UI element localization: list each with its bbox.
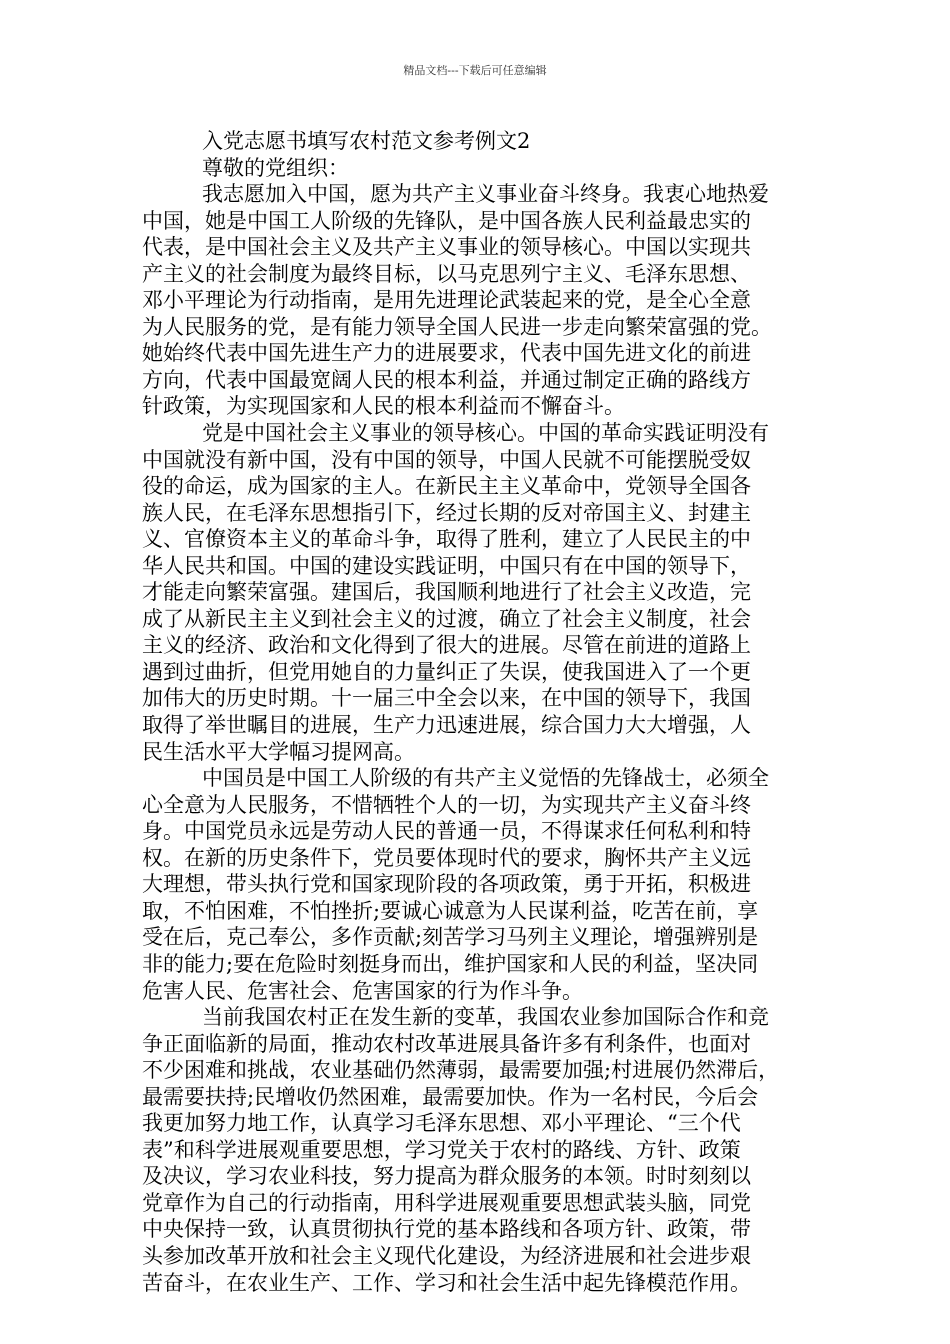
paragraph-line: 头参加改革开放和社会主义现代化建设，为经济进展和社会进步艰	[142, 1243, 751, 1268]
paragraph-line: 取得了举世瞩目的进展，生产力迅速进展，综合国力大大增强，人	[142, 713, 751, 738]
paragraph-line: 族人民，在毛泽东思想指引下，经过长期的反对帝国主义、封建主	[142, 500, 751, 525]
paragraph-line: 中国就没有新中国，没有中国的领导，中国人民就不可能摆脱受奴	[142, 447, 751, 472]
paragraph-line: 我志愿加入中国，愿为共产主义事业奋斗终身。我衷心地热爱	[202, 182, 769, 207]
paragraph-line: 成了从新民主主义到社会主义的过渡，确立了社会主义制度，社会	[142, 606, 751, 631]
salutation: 尊敬的党组织：	[202, 155, 349, 180]
paragraph-1	[142, 181, 822, 420]
paragraph-line: 针政策，为实现国家和人民的根本利益而不懈奋斗。	[142, 394, 625, 419]
paragraph-line: 中国，她是中国工人阶级的先锋队，是中国各族人民利益最忠实的	[142, 208, 751, 233]
paragraph-line: 及决议，学习农业科技，努力提高为群众服务的本领。时时刻刻以	[142, 1164, 751, 1189]
paragraph-line: 非的能力;要在危险时刻挺身而出，维护国家和人民的利益，坚决同	[142, 951, 759, 976]
paragraph-line: 身。中国党员永远是劳动人民的普通一员，不得谋求任何私利和特	[142, 819, 751, 844]
paragraph-line: 方向，代表中国最宽阔人民的根本利益，并通过制定正确的路线方	[142, 367, 751, 392]
paragraph-line: 遇到过曲折，但党用她自的力量纠正了失误，使我国进入了一个更	[142, 659, 751, 684]
paragraph-line: 表”和科学进展观重要思想，学习党关于农村的路线、方针、政策	[142, 1137, 741, 1162]
paragraph-4	[142, 1004, 822, 1296]
paragraph-line: 受在后，克己奉公，多作贡献;刻苦学习马列主义理论，增强辨别是	[142, 925, 759, 950]
paragraph-line: 当前我国农村正在发生新的变革，我国农业参加国际合作和竞	[202, 1005, 769, 1030]
paragraph-2	[142, 420, 822, 765]
paragraph-line: 邓小平理论为行动指南，是用先进理论武装起来的党，是全心全意	[142, 288, 751, 313]
paragraph-line: 不少困难和挑战，农业基础仍然薄弱，最需要加强;村进展仍然滞后，	[142, 1058, 780, 1083]
paragraph-line: 她始终代表中国先进生产力的进展要求，代表中国先进文化的前进	[142, 341, 751, 366]
paragraph-line: 主义的经济、政治和文化得到了很大的进展。尽管在前进的道路上	[142, 633, 751, 658]
paragraph-line: 苦奋斗，在农业生产、工作、学习和社会生活中起先锋模范作用。	[142, 1270, 751, 1295]
paragraph-line: 党是中国社会主义事业的领导核心。中国的革命实践证明没有	[202, 421, 769, 446]
paragraph-line: 华人民共和国。中国的建设实践证明，中国只有在中国的领导下，	[142, 553, 751, 578]
paragraph-line: 才能走向繁荣富强。建国后，我国顺利地进行了社会主义改造，完	[142, 580, 751, 605]
paragraph-line: 我更加努力地工作，认真学习毛泽东思想、邓小平理论、“三个代	[142, 1111, 741, 1136]
paragraph-line: 代表，是中国社会主义及共产主义事业的领导核心。中国以实现共	[142, 235, 751, 260]
document-title: 入党志愿书填写农村范文参考例文2	[202, 129, 531, 153]
paragraph-line: 义、官僚资本主义的革命斗争，取得了胜利，建立了人民民主的中	[142, 527, 751, 552]
paragraph-3	[142, 765, 822, 1004]
document-body	[142, 128, 822, 1296]
paragraph-line: 心全意为人民服务，不惜牺牲个人的一切，为实现共产主义奋斗终	[142, 792, 751, 817]
paragraph-line: 中央保持一致，认真贯彻执行党的基本路线和各项方针、政策，带	[142, 1217, 751, 1242]
paragraph-line: 大理想，带头执行党和国家现阶段的各项政策，勇于开拓，积极进	[142, 872, 751, 897]
paragraph-line: 中国员是中国工人阶级的有共产主义觉悟的先锋战士，必须全	[202, 766, 769, 791]
paragraph-line: 危害人民、危害社会、危害国家的行为作斗争。	[142, 978, 583, 1003]
paragraph-line: 役的命运，成为国家的主人。在新民主主义革命中，党领导全国各	[142, 474, 751, 499]
paragraph-line: 民生活水平大学幅习提网高。	[142, 739, 415, 764]
paragraph-line: 取，不怕困难，不怕挫折;要诚心诚意为人民谋利益，吃苦在前，享	[142, 898, 759, 923]
paragraph-line: 权。在新的历史条件下，党员要体现时代的要求，胸怀共产主义远	[142, 845, 751, 870]
paragraph-line: 争正面临新的局面，推动农村改革进展具备许多有利条件，也面对	[142, 1031, 751, 1056]
paragraph-line: 为人民服务的党，是有能力领导全国人民进一步走向繁荣富强的党。	[142, 314, 772, 339]
paragraph-line: 最需要扶持;民增收仍然困难，最需要加快。作为一名村民，今后会	[142, 1084, 759, 1109]
page-header: 精品文档---下载后可任意编辑	[403, 64, 547, 77]
paragraph-line: 加伟大的历史时期。十一届三中全会以来，在中国的领导下，我国	[142, 686, 751, 711]
paragraph-line: 党章作为自己的行动指南，用科学进展观重要思想武装头脑，同党	[142, 1190, 751, 1215]
paragraph-line: 产主义的社会制度为最终目标，以马克思列宁主义、毛泽东思想、	[142, 261, 751, 286]
